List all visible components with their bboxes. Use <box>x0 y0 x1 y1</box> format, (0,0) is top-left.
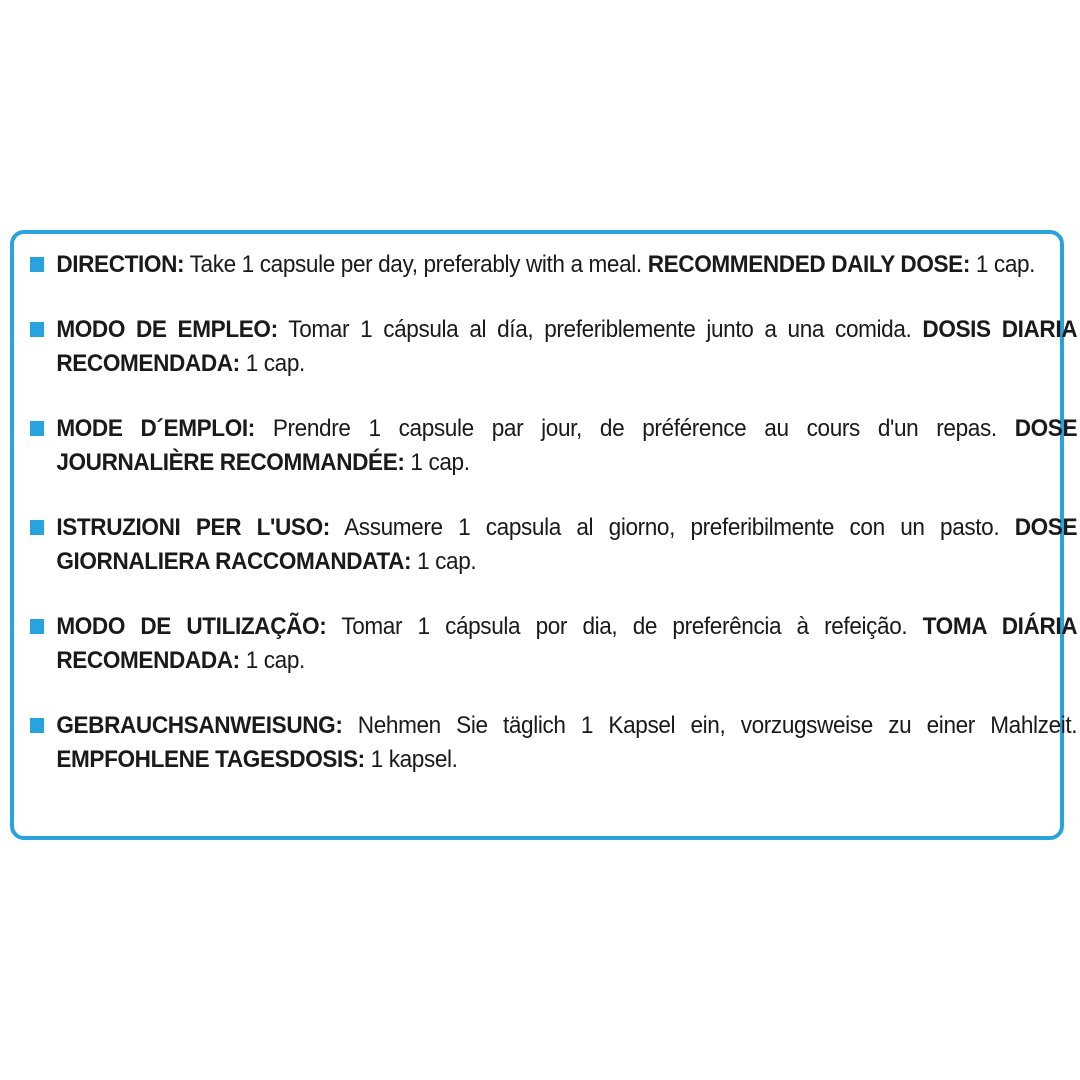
instruction-text: Take 1 capsule per day, preferably with a meal. <box>184 251 648 278</box>
bullet-square-icon <box>30 322 44 337</box>
instruction-text: Tomar 1 cápsula al día, preferiblemente junto a una comida. <box>277 316 923 343</box>
bullet-square-icon <box>30 718 44 733</box>
dose-value: 1 cap. <box>239 647 305 674</box>
instruction-text: Nehmen Sie täglich 1 Kapsel ein, vorzugsweise zu einer Mahlzeit. <box>342 712 1078 739</box>
instruction-german <box>30 709 1077 777</box>
instruction-label: ISTRUZIONI PER L'USO: <box>56 514 330 541</box>
instructions-list <box>30 248 1078 808</box>
instruction-text: Prendre 1 capsule par jour, de préférence au cours d'un repas. <box>254 415 1015 442</box>
instruction-label: GEBRAUCHSANWEISUNG: <box>56 712 343 739</box>
dose-value: 1 cap. <box>404 449 470 476</box>
dose-label: DOSIS DIARIA RECOMENDADA: <box>56 316 1078 377</box>
bullet-square-icon <box>30 520 44 535</box>
instruction-french <box>30 412 1077 480</box>
dose-label: EMPFOHLENE TAGESDOSIS: <box>56 746 365 773</box>
bullet-square-icon <box>30 421 44 436</box>
dose-value: 1 cap. <box>969 251 1036 278</box>
instruction-label: MODO DE UTILIZAÇÃO: <box>56 613 327 640</box>
dose-label: DOSE GIORNALIERA RACCOMANDATA: <box>56 514 1078 575</box>
dose-label: TOMA DIÁRIA RECOMENDADA: <box>56 613 1078 674</box>
instructions-panel <box>10 230 1078 840</box>
dose-value: 1 cap. <box>239 350 305 377</box>
instruction-text: Assumere 1 capsula al giorno, preferibilmente con un pasto. <box>329 514 1015 541</box>
instruction-italian <box>30 511 1077 579</box>
dose-label: RECOMMENDED DAILY DOSE: <box>647 251 970 278</box>
instruction-english <box>30 248 1077 282</box>
instruction-portuguese <box>30 610 1077 678</box>
instruction-spanish <box>30 313 1077 381</box>
bullet-square-icon <box>30 619 44 634</box>
dose-value: 1 kapsel. <box>364 746 458 773</box>
instruction-label: MODO DE EMPLEO: <box>56 316 278 343</box>
instruction-label: MODE D´EMPLOI: <box>56 415 255 442</box>
dose-value: 1 cap. <box>411 548 477 575</box>
instruction-text: Tomar 1 cápsula por dia, de preferência à refeição. <box>326 613 923 640</box>
dose-label: DOSE JOURNALIÈRE RECOMMANDÉE: <box>56 415 1078 476</box>
instruction-label: DIRECTION: <box>56 251 185 278</box>
bullet-square-icon <box>30 257 44 272</box>
